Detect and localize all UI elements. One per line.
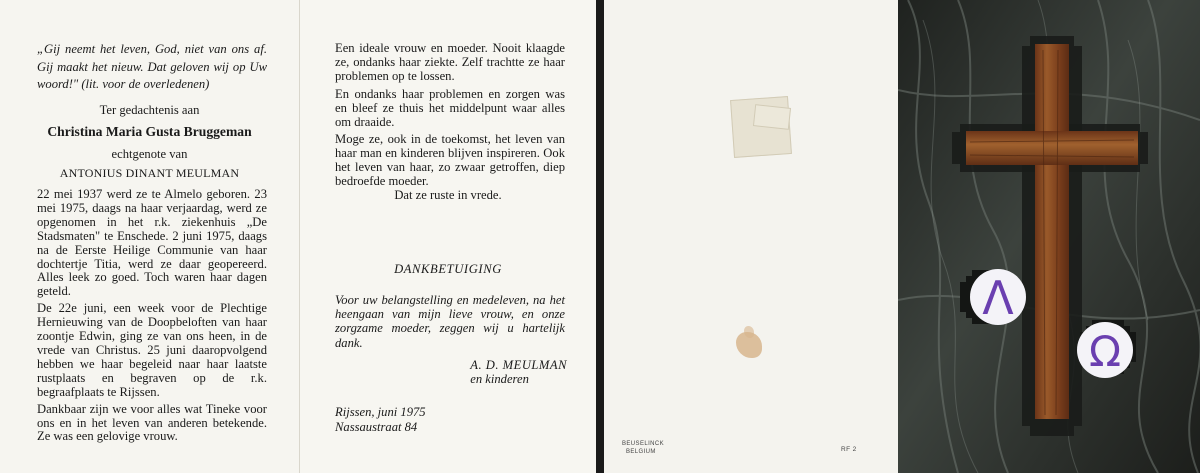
tribute-paragraph: Moge ze, ook in de toekomst, het leven van haar man en kinderen blijven inspireren. Ook het leven van haar, zo zwaar getroffen, diep bedroefde moeder. [335, 132, 565, 189]
printer-country: BELGIUM [626, 449, 656, 455]
back-cover [604, 0, 898, 473]
card-gap [596, 0, 604, 473]
biography-paragraph: 22 mei 1937 werd ze te Almelo geboren. 23 mei 1975, daags na haar verjaardag, werd ze opgenomen in het r.k. ziekenhuis „De Stadsmaten" te Enschede. 2 juni 1975, daags na de Eerste Heilige Communie van haar dochtertje Titia, werd ze daar geopereerd. Alles leek zo goed. Toch waren haar dagen geteld. [37, 187, 267, 299]
cross-horizontal-beam [966, 131, 1138, 165]
front-cover [898, 0, 1200, 473]
place-date-block [335, 405, 426, 434]
spouse-intro: echtgenote van [111, 147, 188, 161]
cross-vertical-beam [1035, 44, 1069, 419]
printer-mark [622, 440, 664, 456]
address: Nassaustraat 84 [335, 419, 418, 434]
spouse-name: ANTONIUS DINANT MEULMAN [59, 166, 240, 180]
thanks-text: Voor uw belangstelling en medeleven, na het heengaan van mijn lieve vrouw, en onze zorgzame moeder, zeggen wij u hartelijk dank. [335, 293, 565, 350]
alpha-symbol: Λ [982, 271, 1014, 325]
place-date: Rijssen, juni 1975 [335, 405, 426, 419]
tribute-paragraph: Een ideale vrouw en moeder. Nooit klaagde ze, ondanks haar ziekte. Zelf trachtte ze haar problemen op te lossen. [335, 41, 565, 83]
deceased-name: Christina Maria Gusta Bruggeman [47, 124, 252, 139]
thanks-title: DANKBETUIGING [394, 262, 502, 276]
cover-artwork [898, 0, 1200, 473]
tribute-paragraph: En ondanks haar problemen en zorgen was en bleef ze thuis het middelpunt waar alles om draaide. [335, 86, 565, 129]
glue-stain [744, 326, 754, 338]
omega-symbol: Ω [1088, 327, 1122, 376]
signature [470, 358, 567, 386]
intro-quote: „Gij neemt het leven, God, niet van ons af. Gij maakt het nieuw. Dat geloven wij op Uw woord!" (lit. voor de overledenen) [37, 42, 267, 91]
signature-sub: en kinderen [470, 372, 529, 386]
biography-paragraph: Dankbaar zijn we voor alles wat Tineke voor ons en in het leven van anderen betekende. Ze was een gelovige vrouw. [37, 401, 267, 444]
biography [37, 188, 267, 447]
alpha-badge [960, 269, 1026, 325]
tribute-text [335, 42, 565, 192]
signature-name: A. D. MEULMAN [470, 358, 567, 372]
left-inner-page [0, 0, 300, 473]
right-inner-page [300, 0, 596, 473]
biography-paragraph: De 22e juni, een week voor de Plechtige Hernieuwing van de Doopbeloften van haar zoontje Edwin, ging ze van ons heen, in de vrede van Christus. 25 juni daaropvolgend hebben we haar begeleid naar haar laatste rustplaats en begraven op de r.k. begraafplaats te Rijssen. [37, 301, 267, 399]
tape-remnant [753, 104, 791, 130]
rest-in-peace-line: Dat ze ruste in vrede. [394, 188, 502, 202]
printer-name: BEUSELINCK [622, 441, 665, 447]
memorial-line: Ter gedachtenis aan [99, 103, 200, 117]
reference-code: RF 2 [841, 446, 857, 453]
